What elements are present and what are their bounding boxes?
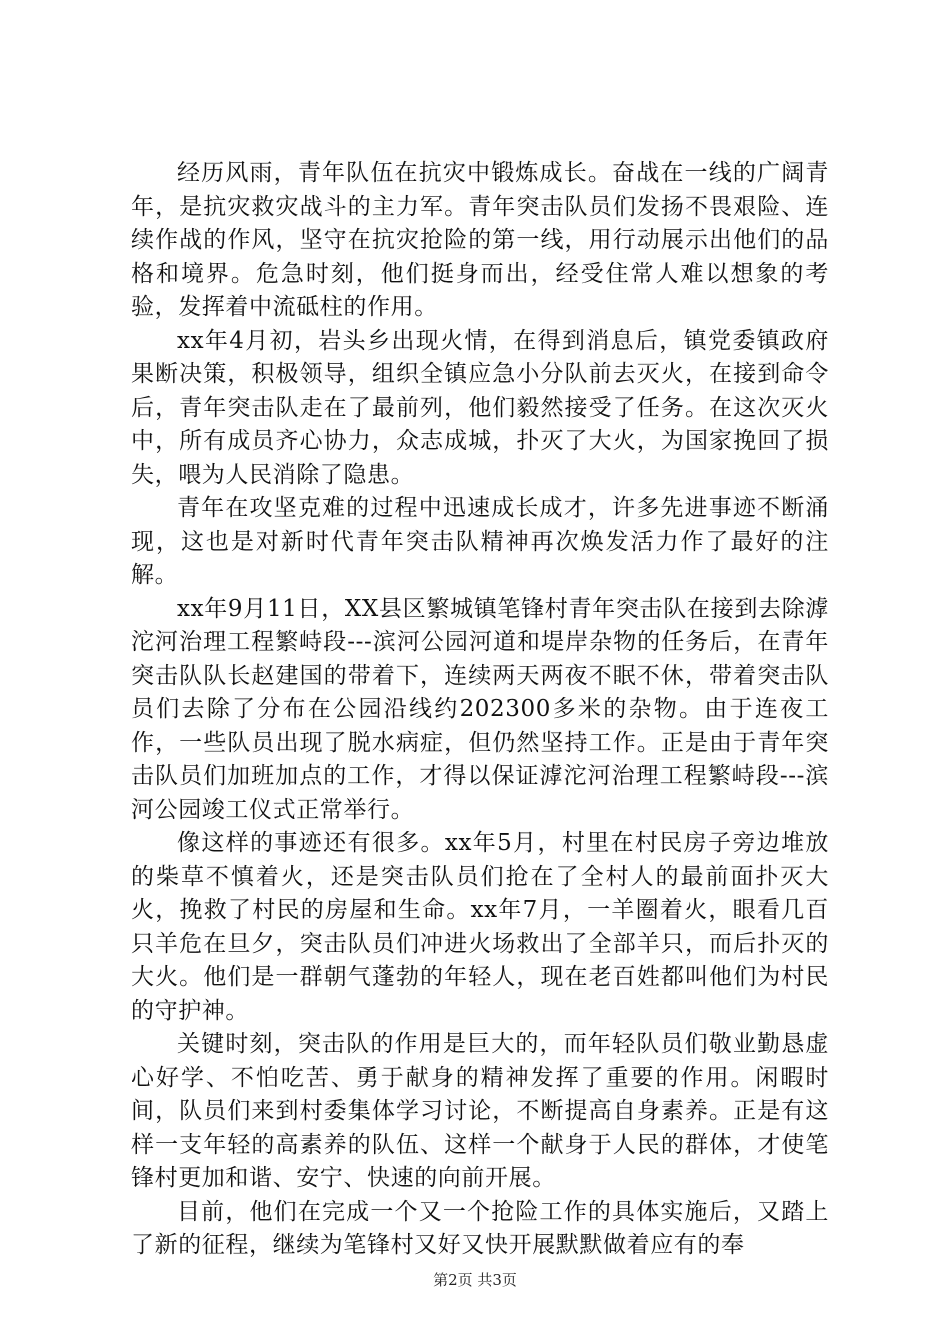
paragraph: 青年在攻坚克难的过程中迅速成长成才，许多先进事迹不断涌现，这也是对新时代青年突击队精神再次焕发活力作了最好的注解。 (131, 495, 829, 588)
paragraph: 关键时刻，突击队的作用是巨大的，而年轻队员们敬业勤恳虚心好学、不怕吃苦、勇于献身的精神发挥了重要的作用。闲暇时间，队员们来到村委集体学习讨论，不断提高自身素养。正是有这样一支年轻的高素养的队伍、这样一个献身于人民的群体，才使笔锋村更加和谐、安宁、快速的向前开展。 (131, 1031, 829, 1191)
paragraph: xx年9月11日，XX县区繁城镇笔锋村青年突击队在接到去除滹沱河治理工程繁峙段---滨河公园河道和堤岸杂物的任务后，在青年突击队队长赵建国的带着下，连续两天两夜不眠不休，带着突击队员们去除了分布在公园沿线约202300多米的杂物。由于连夜工作，一些队员出现了脱水病症，但仍然坚持工作。正是由于青年突击队员们加班加点的工作，才得以保证滹沱河治理工程繁峙段---滨河公园竣工仪式正常举行。 (131, 595, 829, 823)
paragraph: 像这样的事迹还有很多。xx年5月，村里在村民房子旁边堆放的柴草不慎着火，还是突击队员们抢在了全村人的最前面扑灭大火，挽救了村民的房屋和生命。xx年7月，一羊圈着火，眼看几百只羊危在旦夕，突击队员们冲进火场救出了全部羊只，而后扑灭的大火。他们是一群朝气蓬勃的年轻人，现在老百姓都叫他们为村民的守护神。 (131, 830, 829, 1024)
paragraph: xx年4月初，岩头乡出现火情，在得到消息后，镇党委镇政府果断决策，积极领导，组织全镇应急小分队前去灭火，在接到命令后，青年突击队走在了最前列，他们毅然接受了任务。在这次灭火中，所有成员齐心协力，众志成城，扑灭了大火，为国家挽回了损失，喂为人民消除了隐患。 (131, 327, 829, 488)
document-body (131, 157, 829, 1263)
page-number-footer: 第2页 共3页 (433, 1271, 517, 1289)
paragraph: 经历风雨，青年队伍在抗灾中锻炼成长。奋战在一线的广阔青年，是抗灾救灾战斗的主力军。青年突击队员们发扬不畏艰险、连续作战的作风，坚守在抗灾抢险的第一线，用行动展示出他们的品格和境界。危急时刻，他们挺身而出，经受住常人难以想象的考验，发挥着中流砥柱的作用。 (131, 160, 829, 320)
paragraph: 目前，他们在完成一个又一个抢险工作的具体实施后，又踏上了新的征程，继续为笔锋村又好又快开展默默做着应有的奉 (131, 1198, 829, 1258)
